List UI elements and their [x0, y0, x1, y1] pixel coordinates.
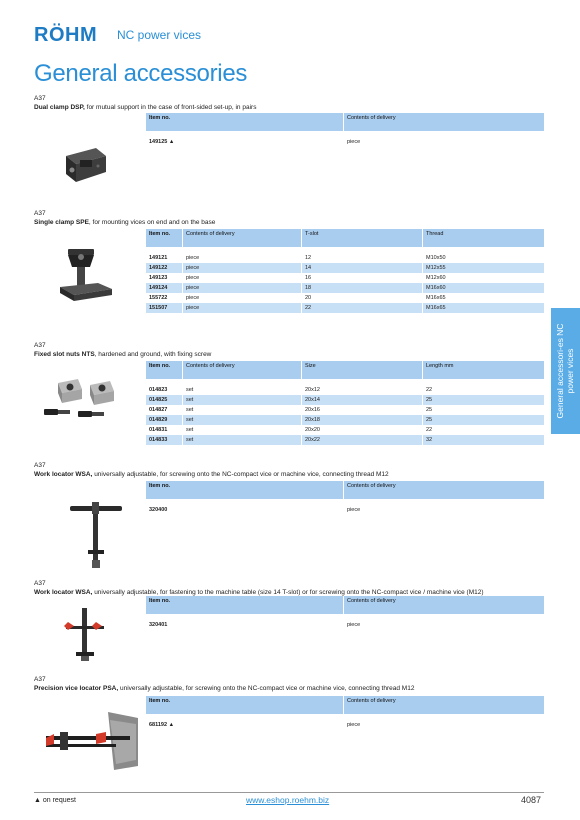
length-cell: 22: [423, 385, 544, 395]
section-description: [34, 350, 544, 359]
item-number: 149122: [146, 263, 183, 273]
article-code: A37: [34, 95, 46, 102]
table-row: [146, 137, 544, 147]
column-header: Item no.: [146, 113, 344, 131]
product-name: Work locator WSA,: [34, 589, 93, 596]
slot-nuts-image: [42, 375, 120, 425]
column-header: Item no.: [146, 229, 183, 247]
section-slot-nuts: [34, 342, 544, 359]
item-number: 149124: [146, 283, 183, 293]
item-number: 014829: [146, 415, 183, 425]
length-cell: 32: [423, 435, 544, 445]
column-header: Contents of delivery: [344, 696, 544, 714]
column-header: Size: [302, 361, 423, 379]
section-work-locator-table: [34, 580, 544, 597]
table-row: [146, 253, 544, 263]
header-category: NC power vices: [117, 28, 202, 42]
column-header: Contents of delivery: [344, 113, 544, 131]
t-slot-cell: 12: [302, 253, 423, 263]
item-number: 014833: [146, 435, 183, 445]
thread-cell: M16x65: [423, 293, 544, 303]
side-tab[interactable]: [551, 308, 580, 434]
column-header: Item no.: [146, 361, 183, 379]
size-cell: 20x14: [302, 395, 423, 405]
length-cell: 25: [423, 395, 544, 405]
t-slot-cell: 14: [302, 263, 423, 273]
work-locator-vice-image: [68, 500, 128, 572]
table-row: [146, 263, 544, 273]
table-work-locator-table: [145, 596, 544, 630]
roehm-logo: [34, 26, 97, 44]
column-header: Contents of delivery: [344, 481, 544, 499]
delivery-cell: set: [183, 385, 302, 395]
side-tab-label: General accessori-es NC power vices: [555, 323, 575, 419]
article-code: A37: [34, 580, 46, 587]
item-number: 320401: [146, 620, 344, 630]
table-precision-locator: [145, 696, 544, 730]
item-number: 681192 ▲: [146, 720, 344, 730]
table-work-locator-vice: [145, 481, 544, 515]
product-detail: , hardened and ground, with fixing screw: [94, 351, 212, 358]
table-row: [146, 415, 544, 425]
page-title: General accessories: [34, 60, 248, 87]
thread-cell: M12x60: [423, 273, 544, 283]
article-code: A37: [34, 676, 46, 683]
product-detail: universally adjustable, for screwing onto the NC-compact vice or machine vice, connecting thread M12: [118, 685, 415, 692]
thread-cell: M12x55: [423, 263, 544, 273]
section-description: [34, 470, 544, 479]
table-row: [146, 720, 544, 730]
section-precision-locator: [34, 676, 544, 693]
dual-clamp-image: [54, 142, 114, 187]
delivery-cell: piece: [183, 293, 302, 303]
size-cell: 20x22: [302, 435, 423, 445]
table-single-clamp: [145, 229, 544, 313]
section-description: [34, 103, 544, 112]
logo-text: RÖHM: [34, 24, 98, 46]
item-number: 149123: [146, 273, 183, 283]
thread-cell: M10x50: [423, 253, 544, 263]
delivery-cell: piece: [183, 253, 302, 263]
product-detail: , for mounting vices on end and on the base: [88, 219, 216, 226]
article-code: A37: [34, 342, 46, 349]
column-header: Item no.: [146, 696, 344, 714]
product-detail: universally adjustable, for screwing onto the NC-compact vice or machine vice, connecting thread M12: [92, 471, 389, 478]
t-slot-cell: 20: [302, 293, 423, 303]
column-header: Item no.: [146, 481, 344, 499]
item-number: 155722: [146, 293, 183, 303]
eshop-link[interactable]: www.eshop.roehm.biz: [246, 795, 330, 805]
item-number: 151507: [146, 303, 183, 313]
table-row: [146, 385, 544, 395]
delivery-cell: piece: [183, 303, 302, 313]
table-slot-nuts: [145, 361, 544, 445]
size-cell: 20x16: [302, 405, 423, 415]
section-single-clamp: [34, 210, 544, 227]
delivery-cell: piece: [344, 620, 544, 630]
column-header: T-slot: [302, 229, 423, 247]
thread-cell: M16x65: [423, 303, 544, 313]
page-number: 4087: [521, 795, 542, 805]
t-slot-cell: 16: [302, 273, 423, 283]
article-code: A37: [34, 462, 46, 469]
size-cell: 20x20: [302, 425, 423, 435]
single-clamp-image: [54, 243, 119, 308]
column-header: Item no.: [146, 596, 344, 614]
work-locator-table-image: [62, 604, 112, 662]
item-number: 014827: [146, 405, 183, 415]
table-row: [146, 425, 544, 435]
column-header: Contents of delivery: [183, 229, 302, 247]
item-number: 014831: [146, 425, 183, 435]
table-row: [146, 293, 544, 303]
delivery-cell: piece: [344, 505, 544, 515]
table-dual-clamp: [145, 113, 544, 147]
table-row: [146, 273, 544, 283]
column-header: Contents of delivery: [344, 596, 544, 614]
table-row: [146, 405, 544, 415]
item-number: 014825: [146, 395, 183, 405]
delivery-cell: set: [183, 435, 302, 445]
precision-locator-image: [40, 710, 140, 772]
size-cell: 20x12: [302, 385, 423, 395]
product-name: Dual clamp DSP,: [34, 104, 85, 111]
section-description: [34, 218, 544, 227]
section-work-locator-vice: [34, 462, 544, 479]
delivery-cell: set: [183, 395, 302, 405]
length-cell: 25: [423, 405, 544, 415]
product-detail: for mutual support in the case of front-sided set-up, in pairs: [84, 104, 257, 111]
footer-note: ▲ on request: [34, 797, 76, 804]
thread-cell: M16x60: [423, 283, 544, 293]
footer-divider: [34, 792, 544, 793]
table-row: [146, 283, 544, 293]
t-slot-cell: 22: [302, 303, 423, 313]
table-row: [146, 620, 544, 630]
length-cell: 22: [423, 425, 544, 435]
delivery-cell: set: [183, 415, 302, 425]
item-number: 149121: [146, 253, 183, 263]
item-number: 014823: [146, 385, 183, 395]
product-name: Single clamp SPE: [34, 219, 89, 226]
product-name: Precision vice locator PSA,: [34, 685, 119, 692]
column-header: Thread: [423, 229, 544, 247]
t-slot-cell: 18: [302, 283, 423, 293]
product-detail: universally adjustable, for fastening to the machine table (size 14 T-slot) or for screwing onto the NC-compact vice / machine vice (M12): [92, 589, 484, 596]
delivery-cell: piece: [344, 137, 544, 147]
size-cell: 20x18: [302, 415, 423, 425]
delivery-cell: piece: [183, 273, 302, 283]
product-name: Fixed slot nuts NTS: [34, 351, 95, 358]
delivery-cell: piece: [344, 720, 544, 730]
product-name: Work locator WSA,: [34, 471, 93, 478]
delivery-cell: set: [183, 405, 302, 415]
item-number: 149125 ▲: [146, 137, 344, 147]
item-number: 320400: [146, 505, 344, 515]
table-row: [146, 303, 544, 313]
column-header: Contents of delivery: [183, 361, 302, 379]
table-row: [146, 435, 544, 445]
table-row: [146, 505, 544, 515]
length-cell: 25: [423, 415, 544, 425]
article-code: A37: [34, 210, 46, 217]
section-description: [34, 684, 544, 693]
delivery-cell: set: [183, 425, 302, 435]
section-dual-clamp: [34, 95, 544, 112]
delivery-cell: piece: [183, 263, 302, 273]
column-header: Length mm: [423, 361, 544, 379]
table-row: [146, 395, 544, 405]
delivery-cell: piece: [183, 283, 302, 293]
